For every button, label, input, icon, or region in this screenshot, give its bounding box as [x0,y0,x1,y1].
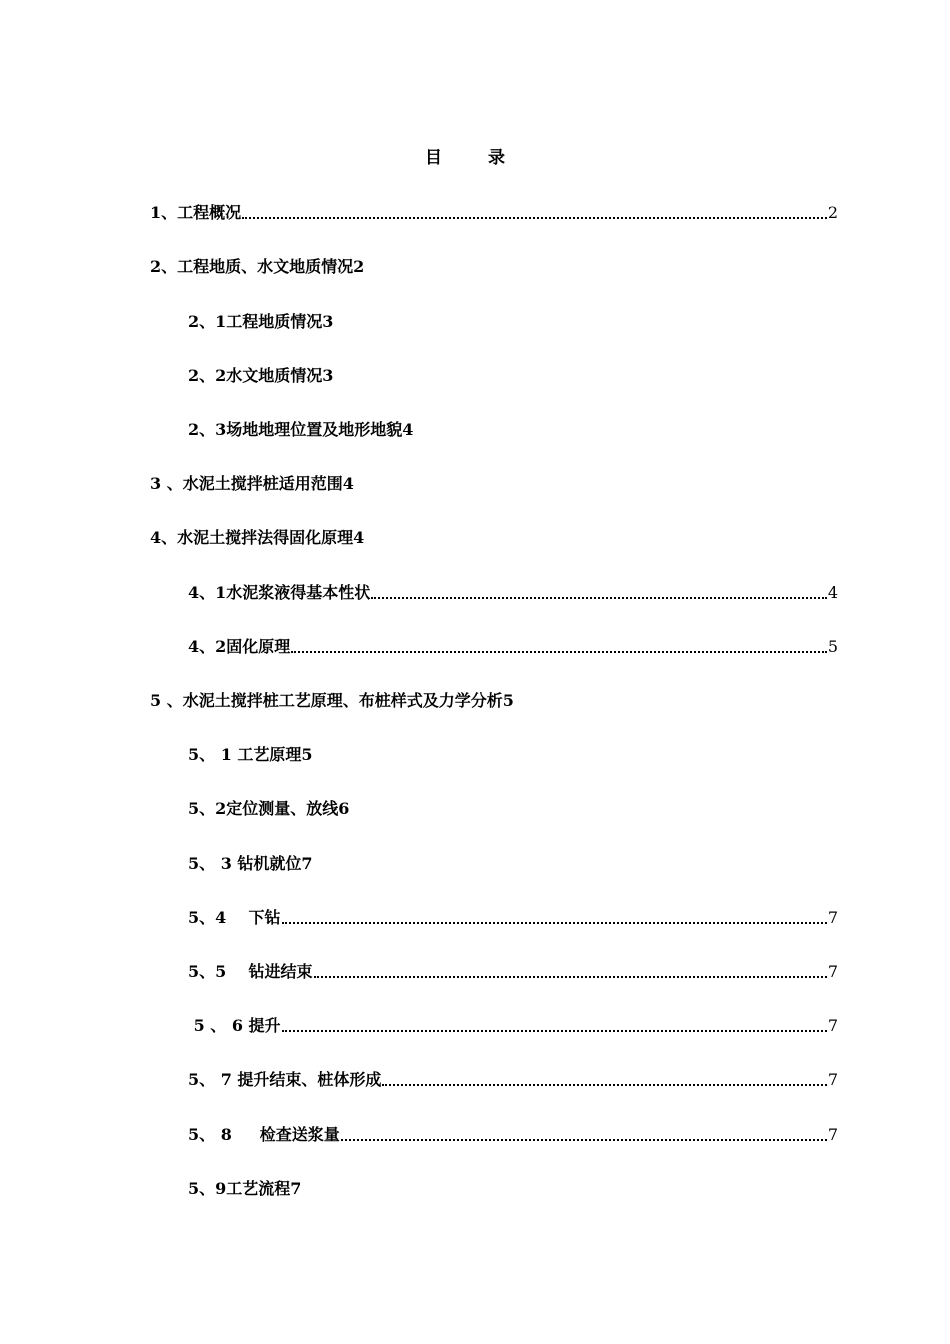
toc-entry[interactable] [188,1068,838,1092]
toc-entry[interactable] [188,797,349,821]
toc-entry[interactable] [188,635,838,659]
toc-entry-label: 5 、 6 提升 [188,1016,281,1035]
toc-entry-label: 5 、水泥土搅拌桩工艺原理、布桩样式及力学分析5 [150,691,514,710]
toc-entry-label: 4、2固化原理 [188,637,291,656]
toc-entry[interactable] [150,526,364,550]
toc-entry-label: 5、9工艺流程7 [188,1179,302,1198]
dot-leader [282,1030,827,1032]
toc-entry[interactable] [150,255,364,279]
page-title: 目 录 [425,148,525,168]
toc-entry[interactable] [188,418,413,442]
dot-leader [341,1139,827,1141]
dot-leader [291,651,827,653]
toc-entry[interactable] [188,960,838,984]
toc-entry[interactable] [150,689,514,713]
toc-entry-label: 4、水泥土搅拌法得固化原理4 [150,528,365,547]
dot-leader [282,922,827,924]
toc-entry[interactable] [188,1123,838,1147]
toc-entry[interactable] [188,1177,301,1201]
dot-leader [314,976,827,978]
toc-page-number: 2 [827,203,838,222]
toc-entry[interactable] [150,472,354,496]
toc-entry-label: 5、 3 钻机就位7 [188,854,313,873]
toc-entry[interactable] [188,581,838,605]
toc-entry[interactable] [150,201,838,225]
toc-entry-label: 4、1水泥浆液得基本性状 [188,583,371,602]
toc-entry[interactable] [188,852,313,876]
toc-page-number: 7 [827,908,838,927]
toc-page-number: 7 [827,962,838,981]
toc-page-number: 7 [827,1125,838,1144]
toc-entry[interactable] [188,364,333,388]
toc-entry-label: 5、 8 检查送浆量 [188,1125,340,1144]
toc-entry[interactable] [188,310,333,334]
toc-entry-label: 5、 7 提升结束、桩体形成 [188,1070,382,1089]
toc-entry[interactable] [188,743,313,767]
toc-page-number: 5 [827,637,838,656]
toc-page-number: 4 [827,583,838,602]
toc-page-number: 7 [827,1016,838,1035]
toc-entry-label: 1、工程概况 [150,203,242,222]
toc-entry-label: 5、5 钻进结束 [188,962,313,981]
toc-entry-label: 5、2定位测量、放线6 [188,799,350,818]
toc-entry-label: 5、 1 工艺原理5 [188,745,313,764]
toc-entry[interactable] [188,906,838,930]
toc-entry-label: 2、3场地地理位置及地形地貌4 [188,420,414,439]
dot-leader [382,1084,826,1086]
toc-entry[interactable] [188,1014,838,1038]
toc-entry-label: 2、1工程地质情况3 [188,312,334,331]
dot-leader [242,217,827,219]
toc-entry-label: 5、4 下钻 [188,908,281,927]
dot-leader [371,597,827,599]
toc-entry-label: 2、2水文地质情况3 [188,366,334,385]
toc-entry-label: 2、工程地质、水文地质情况2 [150,257,365,276]
toc-page-number: 7 [827,1070,838,1089]
toc-entry-label: 3 、水泥土搅拌桩适用范围4 [150,474,354,493]
